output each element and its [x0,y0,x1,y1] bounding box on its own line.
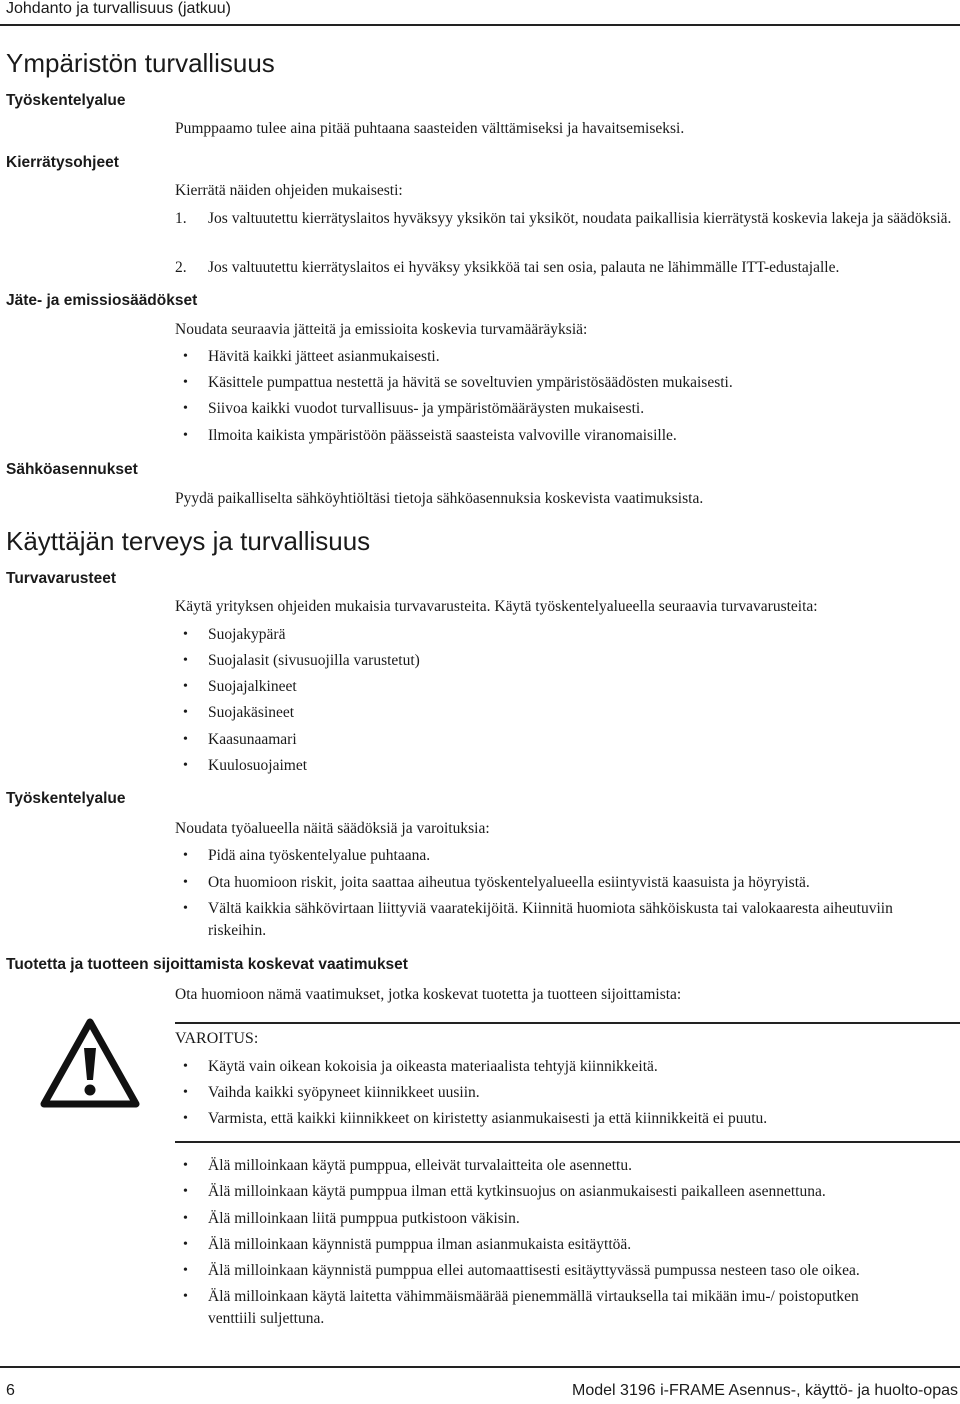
bullet-icon: • [183,1211,188,1226]
product-intro: Ota huomioon nämä vaatimukset, jotka koskevat tuotetta ja tuotteen sijoittamista: [175,986,682,1003]
bullet-icon: • [183,627,188,642]
product-item: Älä milloinkaan käynnistä pumppua ellei automaattisesti esitäyttyvässä pumpussa nesteen taso ole oikea. [208,1262,860,1279]
header-divider [0,24,960,26]
product-item: Älä milloinkaan käytä laitetta vähimmäismäärää pienemmällä virtauksella tai mikään imu-/ poistoputken venttiili suljettuna. [208,1288,859,1327]
equipment-item: Suojakypärä [208,626,286,643]
product-item: Älä milloinkaan käynnistä pumppua ilman asianmukaista esitäyttöä. [208,1236,632,1253]
bullet-icon: • [183,428,188,443]
recycling-item-1: Jos valtuutettu kierrätyslaitos hyväksyy yksikön tai yksiköt, noudata paikallisia kierrätystä koskevia lakeja ja säädöksiä. [208,210,952,227]
side-label-user-work-area: Työskentelyalue [6,790,126,807]
recycling-intro: Kierrätä näiden ohjeiden mukaisesti: [175,182,403,199]
document-title: Model 3196 i-FRAME Asennus-, käyttö- ja huolto-opas [572,1382,958,1399]
bullet-icon: • [183,901,188,916]
waste-intro: Noudata seuraavia jätteitä ja emissioita koskevia turvamääräyksiä: [175,321,588,338]
equipment-item: Suojalasit (sivusuojilla varustetut) [208,652,420,669]
warning-bottom-rule [175,1141,960,1143]
bullet-icon: • [183,401,188,416]
waste-item: Käsittele pumpattua nestettä ja hävitä se soveltuvien ympäristösäädösten mukaisesti. [208,374,733,391]
equipment-item: Kuulosuojaimet [208,757,308,774]
side-label-electrical: Sähköasennukset [6,461,138,478]
bullet-icon: • [183,1237,188,1252]
footer-divider [0,1366,960,1368]
bullet-icon: • [183,705,188,720]
waste-item: Ilmoita kaikista ympäristöön päässeistä saasteista valvoville viranomaisille. [208,427,677,444]
product-item: Älä milloinkaan käytä pumppua ilman että kytkinsuojus on asianmukaisesti paikalleen asennettuna. [208,1183,826,1200]
section-heading-environment: Ympäristön turvallisuus [6,48,275,78]
side-label-equipment: Turvavarusteet [6,570,116,587]
product-item: Älä milloinkaan käytä pumppua, elleivät turvalaitteita ole asennettu. [208,1157,632,1174]
warning-triangle-icon [40,1018,140,1108]
user-work-area-intro: Noudata työalueella näitä säädöksiä ja varoituksia: [175,820,490,837]
warning-title: VAROITUS: [175,1030,259,1047]
running-header: Johdanto ja turvallisuus (jatkuu) [6,0,232,17]
user-work-area-item: Vältä kaikkia sähkövirtaan liittyviä vaaratekijöitä. Kiinnitä huomiota sähköiskusta tai valokaaresta aiheutuviin riskeihin. [208,900,893,939]
side-label-work-area: Työskentelyalue [6,92,126,109]
warning-item: Vaihda kaikki syöpyneet kiinnikkeet uusiin. [208,1084,480,1101]
equipment-item: Suojajalkineet [208,678,297,695]
equipment-item: Kaasunaamari [208,731,297,748]
bullet-icon: • [183,679,188,694]
bullet-icon: • [183,1263,188,1278]
warning-item: Käytä vain oikean kokoisia ja oikeasta materiaalista tehtyjä kiinnikkeitä. [208,1058,658,1075]
side-label-recycling: Kierrätysohjeet [6,154,119,171]
user-work-area-item: Ota huomioon riskit, joita saattaa aiheutua työskentelyalueella esiintyvistä kaasuista ja höyryistä. [208,874,810,891]
warning-top-rule [175,1022,960,1024]
bullet-icon: • [183,653,188,668]
equipment-item: Suojakäsineet [208,704,295,721]
section-heading-product: Tuotetta ja tuotteen sijoittamista koskevat vaatimukset [6,956,408,973]
bullet-icon: • [183,758,188,773]
bullet-icon: • [183,848,188,863]
electrical-text: Pyydä paikalliselta sähköyhtiöltäsi tietoja sähköasennuksia koskevista vaatimuksista. [175,490,704,507]
bullet-icon: • [183,732,188,747]
bullet-icon: • [183,1158,188,1173]
bullet-icon: • [183,1289,188,1304]
waste-item: Siivoa kaikki vuodot turvallisuus- ja ympäristömääräysten mukaisesti. [208,400,645,417]
product-item: Älä milloinkaan liitä pumppua putkistoon väkisin. [208,1210,520,1227]
work-area-text: Pumppaamo tulee aina pitää puhtaana saasteiden välttämiseksi ja havaitsemiseksi. [175,120,685,137]
bullet-icon: • [183,875,188,890]
recycling-item-2: Jos valtuutettu kierrätyslaitos ei hyväksy yksikköä tai sen osia, palauta ne lähimmälle ITT-edustajalle. [208,259,840,276]
recycling-number-1: 1. [175,210,187,227]
bullet-icon: • [183,1184,188,1199]
page-number: 6 [6,1382,15,1399]
equipment-intro: Käytä yrityksen ohjeiden mukaisia turvavarusteita. Käytä työskentelyalueella seuraavia turvavarusteita: [175,598,818,615]
bullet-icon: • [183,1111,188,1126]
recycling-number-2: 2. [175,259,187,276]
user-work-area-item: Pidä aina työskentelyalue puhtaana. [208,847,431,864]
bullet-icon: • [183,375,188,390]
bullet-icon: • [183,1059,188,1074]
waste-item: Hävitä kaikki jätteet asianmukaisesti. [208,348,440,365]
warning-item: Varmista, että kaikki kiinnikkeet on kiristetty asianmukaisesti ja että kiinnikkeitä ei puutu. [208,1110,768,1127]
section-heading-user-health: Käyttäjän terveys ja turvallisuus [6,526,371,556]
bullet-icon: • [183,349,188,364]
bullet-icon: • [183,1085,188,1100]
side-label-waste: Jäte- ja emissiosäädökset [6,292,198,309]
